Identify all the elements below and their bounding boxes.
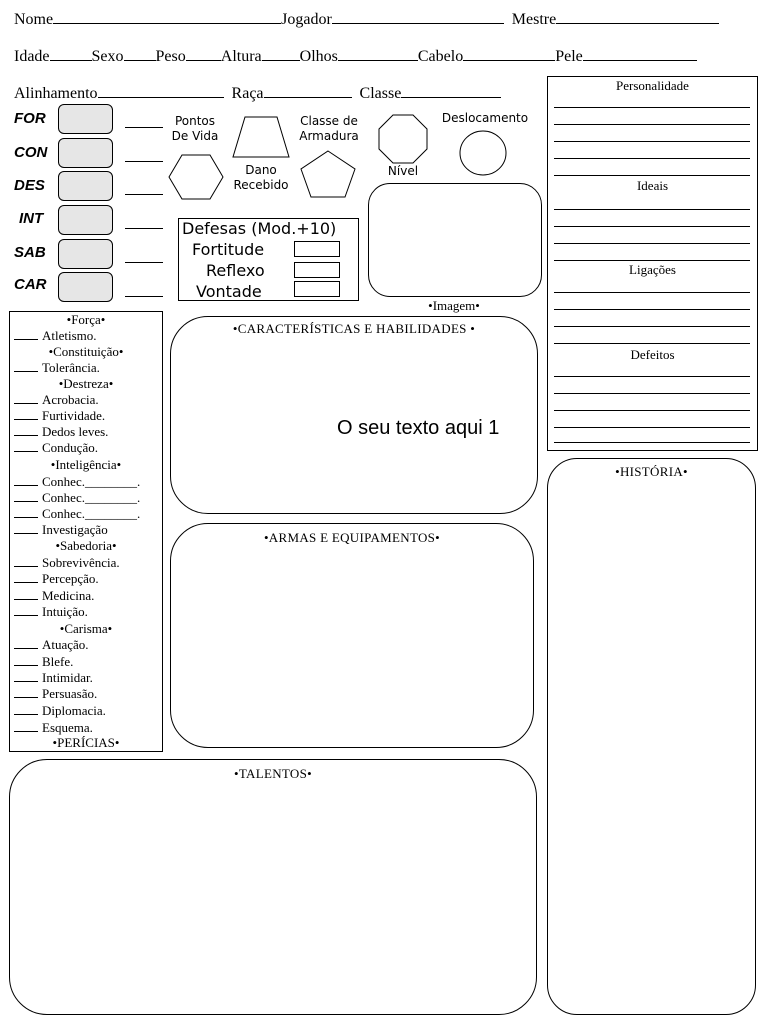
personalidade-line[interactable] bbox=[554, 158, 750, 159]
defeitos-line[interactable] bbox=[554, 410, 750, 411]
raca-field[interactable] bbox=[264, 84, 352, 98]
attr-con-box[interactable] bbox=[58, 138, 113, 168]
classe-armadura-label bbox=[288, 114, 370, 144]
skill-diplomacia[interactable] bbox=[14, 703, 106, 718]
skills-box bbox=[9, 311, 163, 752]
skill-group-constituicao: •Constituição• bbox=[48, 344, 124, 359]
defeitos-title: Defeitos bbox=[630, 347, 675, 362]
skill-sobrevivencia-label: Sobrevivência. bbox=[42, 555, 120, 570]
attr-des-mod[interactable] bbox=[125, 194, 163, 195]
skill-percepcao-label: Percepção. bbox=[42, 571, 99, 586]
skill-conhec-1[interactable] bbox=[14, 474, 140, 489]
reflexo-field[interactable] bbox=[294, 262, 340, 278]
ideais-line[interactable] bbox=[554, 226, 750, 227]
skill-diplomacia-label: Diplomacia. bbox=[42, 703, 106, 718]
nome-field[interactable] bbox=[53, 10, 281, 24]
pele-label: Pele bbox=[555, 48, 583, 65]
altura-label: Altura bbox=[220, 48, 262, 65]
attr-sab-box[interactable] bbox=[58, 239, 113, 269]
classe-armadura-line-2: Armadura bbox=[299, 129, 359, 143]
olhos-label: Olhos bbox=[299, 48, 338, 65]
dano-recebido-line-2: Recebido bbox=[233, 178, 289, 192]
personalidade-line[interactable] bbox=[554, 124, 750, 125]
defesas-box bbox=[178, 218, 359, 301]
vontade-field[interactable] bbox=[294, 281, 340, 297]
pontos-de-vida-line-1: Pontos bbox=[174, 114, 216, 128]
skill-medicina[interactable] bbox=[14, 588, 94, 603]
caracteristicas-title: •CARACTERÍSTICAS E HABILIDADES • bbox=[232, 321, 476, 336]
defeitos-line[interactable] bbox=[554, 427, 750, 428]
olhos-field[interactable] bbox=[338, 47, 418, 61]
ligacoes-title: Ligações bbox=[629, 262, 676, 277]
ligacoes-line[interactable] bbox=[554, 326, 750, 327]
attr-car-box[interactable] bbox=[58, 272, 113, 302]
skill-tolerancia[interactable] bbox=[14, 360, 100, 375]
idade-label: Idade bbox=[14, 48, 50, 65]
altura-field[interactable] bbox=[262, 47, 300, 61]
attr-for-label: FOR bbox=[14, 110, 46, 127]
skill-acrobacia[interactable] bbox=[14, 392, 99, 407]
nivel-octagon[interactable] bbox=[378, 114, 428, 164]
skill-conducao[interactable] bbox=[14, 440, 98, 455]
skill-group-inteligencia: •Inteligência• bbox=[50, 457, 122, 472]
header-row-2 bbox=[14, 47, 697, 66]
skill-esquema[interactable] bbox=[14, 720, 93, 735]
attr-sab-label: SAB bbox=[14, 244, 46, 261]
attr-sab-mod[interactable] bbox=[125, 262, 163, 263]
deslocamento-label: Deslocamento bbox=[441, 111, 529, 125]
skill-conhec-2-label: Conhec.________. bbox=[42, 490, 141, 505]
skill-intuicao-label: Intuição. bbox=[42, 604, 88, 619]
talentos-panel[interactable] bbox=[9, 759, 537, 1015]
personalidade-line[interactable] bbox=[554, 141, 750, 142]
cabelo-field[interactable] bbox=[463, 47, 555, 61]
skill-investigacao[interactable] bbox=[14, 522, 108, 537]
vontade-label: Vontade bbox=[196, 282, 262, 301]
skill-blefe[interactable] bbox=[14, 654, 73, 669]
attr-int-box[interactable] bbox=[58, 205, 113, 235]
ideais-line[interactable] bbox=[554, 243, 750, 244]
ideais-title: Ideais bbox=[636, 178, 669, 193]
imagem-label: •Imagem• bbox=[428, 298, 480, 313]
attr-int-mod[interactable] bbox=[125, 228, 163, 229]
personalidade-line[interactable] bbox=[554, 175, 750, 176]
skill-atuacao[interactable] bbox=[14, 637, 89, 652]
attr-for-box[interactable] bbox=[58, 104, 113, 134]
skill-esquema-label: Esquema. bbox=[42, 720, 93, 735]
skill-conhec-1-label: Conhec.________. bbox=[42, 474, 141, 489]
cabelo-label: Cabelo bbox=[417, 48, 464, 65]
deslocamento-circle[interactable] bbox=[458, 129, 508, 177]
pontos-de-vida-line-2: De Vida bbox=[171, 129, 219, 143]
pontos-de-vida-label bbox=[160, 114, 230, 144]
skill-blefe-label: Blefe. bbox=[42, 654, 74, 669]
attr-car-label: CAR bbox=[14, 276, 47, 293]
attr-for-mod[interactable] bbox=[125, 127, 163, 128]
attr-des-label: DES bbox=[14, 177, 45, 194]
caracteristicas-text: O seu texto aqui 1 bbox=[337, 417, 500, 439]
skill-atuacao-label: Atuação. bbox=[42, 637, 89, 652]
header-row-1 bbox=[14, 10, 719, 29]
skill-group-carisma: •Carisma• bbox=[59, 621, 113, 636]
dano-recebido-label bbox=[225, 163, 297, 193]
skill-persuasao-label: Persuasão. bbox=[42, 686, 98, 701]
caracteristicas-panel[interactable] bbox=[170, 316, 538, 514]
sexo-field[interactable] bbox=[124, 47, 156, 61]
traits-box bbox=[547, 76, 758, 451]
skill-intuicao[interactable] bbox=[14, 604, 88, 619]
skill-persuasao[interactable] bbox=[14, 686, 97, 701]
mestre-field[interactable] bbox=[556, 10, 719, 24]
attr-car-mod[interactable] bbox=[125, 296, 163, 297]
attr-con-mod[interactable] bbox=[125, 161, 163, 162]
ideais-line[interactable] bbox=[554, 209, 750, 210]
skill-group-sabedoria: •Sabedoria• bbox=[55, 538, 117, 553]
skill-investigacao-label: Investigação bbox=[42, 522, 108, 537]
nivel-label: Nível bbox=[387, 164, 419, 178]
armas-title: •ARMAS E EQUIPAMENTOS• bbox=[263, 530, 441, 545]
skill-conhec-3-label: Conhec.________. bbox=[42, 506, 141, 521]
alinhamento-label: Alinhamento bbox=[14, 85, 98, 102]
skill-furtividade[interactable] bbox=[14, 408, 105, 423]
defesas-title: Defesas (Mod.+10) bbox=[182, 219, 337, 238]
skill-conducao-label: Condução. bbox=[42, 440, 98, 455]
skill-percepcao[interactable] bbox=[14, 571, 99, 586]
ideais-line[interactable] bbox=[554, 260, 750, 261]
skill-furtividade-label: Furtividade. bbox=[42, 408, 106, 423]
classe-label: Classe bbox=[359, 85, 402, 102]
pele-field[interactable] bbox=[583, 47, 697, 61]
header-row-3 bbox=[14, 84, 501, 103]
skill-dedos-leves[interactable] bbox=[14, 424, 108, 439]
skill-intimidar[interactable] bbox=[14, 670, 93, 685]
ligacoes-line[interactable] bbox=[554, 292, 750, 293]
fortitude-field[interactable] bbox=[294, 241, 340, 257]
pontos-de-vida-hexagon[interactable] bbox=[168, 154, 224, 200]
personalidade-title: Personalidade bbox=[616, 78, 689, 93]
armor-trapezoid[interactable] bbox=[232, 116, 290, 158]
attr-con-label: CON bbox=[14, 144, 48, 161]
talentos-title: •TALENTOS• bbox=[234, 766, 312, 781]
attr-des-box[interactable] bbox=[58, 171, 113, 201]
defeitos-line[interactable] bbox=[554, 393, 750, 394]
skill-intimidar-label: Intimidar. bbox=[42, 670, 93, 685]
mestre-label: Mestre bbox=[511, 11, 557, 28]
alinhamento-field[interactable] bbox=[98, 84, 224, 98]
imagem-box[interactable] bbox=[368, 183, 542, 297]
idade-field[interactable] bbox=[50, 47, 92, 61]
skill-group-forca: •Força• bbox=[66, 312, 106, 327]
jogador-field[interactable] bbox=[332, 10, 504, 24]
classe-field[interactable] bbox=[401, 84, 501, 98]
skill-dedos-leves-label: Dedos leves. bbox=[42, 424, 109, 439]
armas-panel[interactable] bbox=[170, 523, 534, 748]
sexo-label: Sexo bbox=[91, 48, 124, 65]
nome-label: Nome bbox=[14, 11, 54, 28]
dano-recebido-line-1: Dano bbox=[245, 163, 277, 177]
classe-armadura-line-1: Classe de bbox=[300, 114, 358, 128]
defeitos-line[interactable] bbox=[554, 376, 750, 377]
jogador-label: Jogador bbox=[281, 11, 332, 28]
skill-conhec-2[interactable] bbox=[14, 490, 140, 505]
defeitos-line[interactable] bbox=[554, 442, 750, 443]
skill-sobrevivencia[interactable] bbox=[14, 555, 120, 570]
skill-conhec-3[interactable] bbox=[14, 506, 140, 521]
skill-atletismo-label: Atletismo. bbox=[42, 328, 97, 343]
fortitude-label: Fortitude bbox=[192, 240, 265, 259]
skills-footer-pericias: •PERÍCIAS• bbox=[52, 735, 120, 750]
raca-label: Raça bbox=[231, 85, 264, 102]
peso-label: Peso bbox=[155, 48, 186, 65]
personalidade-line[interactable] bbox=[554, 107, 750, 108]
skill-group-destreza: •Destreza• bbox=[58, 376, 114, 391]
reflexo-label: Reflexo bbox=[206, 261, 265, 280]
ligacoes-line[interactable] bbox=[554, 343, 750, 344]
skill-medicina-label: Medicina. bbox=[42, 588, 95, 603]
skill-tolerancia-label: Tolerância. bbox=[42, 360, 100, 375]
classe-armadura-pentagon[interactable] bbox=[300, 150, 356, 198]
historia-panel[interactable] bbox=[547, 458, 756, 1015]
skill-atletismo[interactable] bbox=[14, 328, 97, 343]
ligacoes-line[interactable] bbox=[554, 309, 750, 310]
historia-title: •HISTÓRIA• bbox=[615, 464, 688, 479]
peso-field[interactable] bbox=[186, 47, 221, 61]
skill-acrobacia-label: Acrobacia. bbox=[42, 392, 99, 407]
attr-int-label: INT bbox=[19, 210, 44, 227]
